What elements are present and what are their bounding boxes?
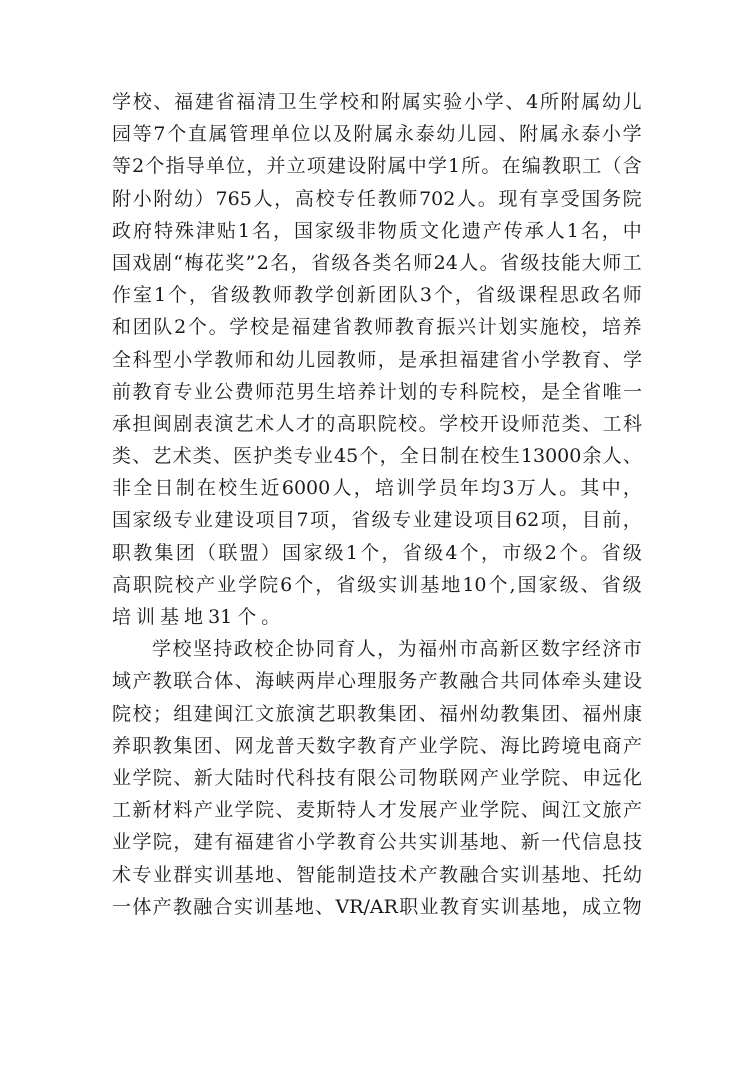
text-line: 养 职 教 集 团 、 网 龙 普 天 数 字 教 育 产 业 学 院 、 海 比 跨 境 电 商 产 (112, 734, 642, 757)
text-line: 附 小 附 幼 ） 765 人 ， 高 校 专 任 教 师 702 人 。 现 有 享 受 国 务 院 (112, 187, 642, 210)
document-page (112, 86, 642, 923)
text-line: 培 训 基 地 31 个 。 (112, 606, 281, 628)
text-line: 学 校 坚 持 政 校 企 协 同 育 人 ， 为 福 州 市 高 新 区 数 字 经 济 市 (152, 638, 642, 661)
text-line: 和 团 队 2 个 。 学 校 是 福 建 省 教 师 教 育 振 兴 计 划 实 施 校 ， 培 养 (112, 316, 642, 339)
text-line: 非 全 日 制 在 校 生 近 6000 人 ， 培 训 学 员 年 均 3 万 人 。 其 中 ， (112, 477, 642, 500)
text-line: 国 戏 剧 “ 梅 花 奖 ” 2 名 ， 省 级 各 类 名 师 24 人 。 省 级 技 能 大 师 工 (112, 251, 642, 274)
text-line: 高 职 院 校 产 业 学 院 6 个 ， 省 级 实 训 基 地 10 个 , 国 家 级 、 省 级 (112, 573, 642, 596)
text-line: 园 等 7 个 直 属 管 理 单 位 以 及 附 属 永 泰 幼 儿 园 、 附 属 永 泰 小 学 (112, 123, 642, 146)
text-line: 术 专 业 群 实 训 基 地 、 智 能 制 造 技 术 产 教 融 合 实 训 基 地 、 托 幼 (112, 863, 642, 886)
paragraph-1 (112, 86, 642, 633)
text-line: 作 室 1 个 ， 省 级 教 师 教 学 创 新 团 队 3 个 ， 省 级 课 程 思 政 名 师 (112, 284, 642, 307)
text-line: 学 校 、 福 建 省 福 清 卫 生 学 校 和 附 属 实 验 小 学 、 4 所 附 属 幼 儿 (112, 91, 642, 113)
text-line: 国 家 级 专 业 建 设 项 目 7 项 ， 省 级 专 业 建 设 项 目 62 项 ， 目 前 ， (112, 509, 642, 532)
text-line: 工 新 材 料 产 业 学 院 、 麦 斯 特 人 才 发 展 产 业 学 院 、 闽 江 文 旅 产 (112, 799, 642, 822)
text-line: 院 校 ； 组 建 闽 江 文 旅 演 艺 职 教 集 团 、 福 州 幼 教 集 团 、 福 州 康 (112, 702, 642, 725)
text-line: 类 、 艺 术 类 、 医 护 类 专 业 45 个 ， 全 日 制 在 校 生 13000 余 人 、 (112, 445, 642, 468)
text-line: 职 教 集 团 （ 联 盟 ） 国 家 级 1 个 ， 省 级 4 个 ， 市 级 2 个 。 省 级 (112, 541, 642, 564)
text-line: 全 科 型 小 学 教 师 和 幼 儿 园 教 师 ， 是 承 担 福 建 省 小 学 教 育 、 学 (112, 348, 642, 371)
text-line: 等 2 个 指 导 单 位 ， 并 立 项 建 设 附 属 中 学 1 所 。 在 编 教 职 工 （ 含 (112, 155, 642, 178)
text-line: 政 府 特 殊 津 贴 1 名 ， 国 家 级 非 物 质 文 化 遗 产 传 承 人 1 名 ， 中 (112, 219, 642, 242)
text-line: 一 体 产 教 融 合 实 训 基 地 、 VR/AR 职 业 教 育 实 训 基 地 ， 成 立 物 (112, 895, 642, 918)
text-line: 域 产 教 联 合 体 、 海 峡 两 岸 心 理 服 务 产 教 融 合 共 同 体 牵 头 建 设 (112, 670, 642, 693)
paragraph-2 (112, 633, 642, 923)
text-line: 前 教 育 专 业 公 费 师 范 男 生 培 养 计 划 的 专 科 院 校 ， 是 全 省 唯 一 (112, 380, 642, 403)
text-line: 承 担 闽 剧 表 演 艺 术 人 才 的 高 职 院 校 。 学 校 开 设 师 范 类 、 工 科 (112, 412, 642, 435)
text-line: 业 学 院 、 新 大 陆 时 代 科 技 有 限 公 司 物 联 网 产 业 学 院 、 申 远 化 (112, 766, 642, 789)
text-line: 业 学 院 ， 建 有 福 建 省 小 学 教 育 公 共 实 训 基 地 、 新 一 代 信 息 技 (112, 831, 642, 854)
